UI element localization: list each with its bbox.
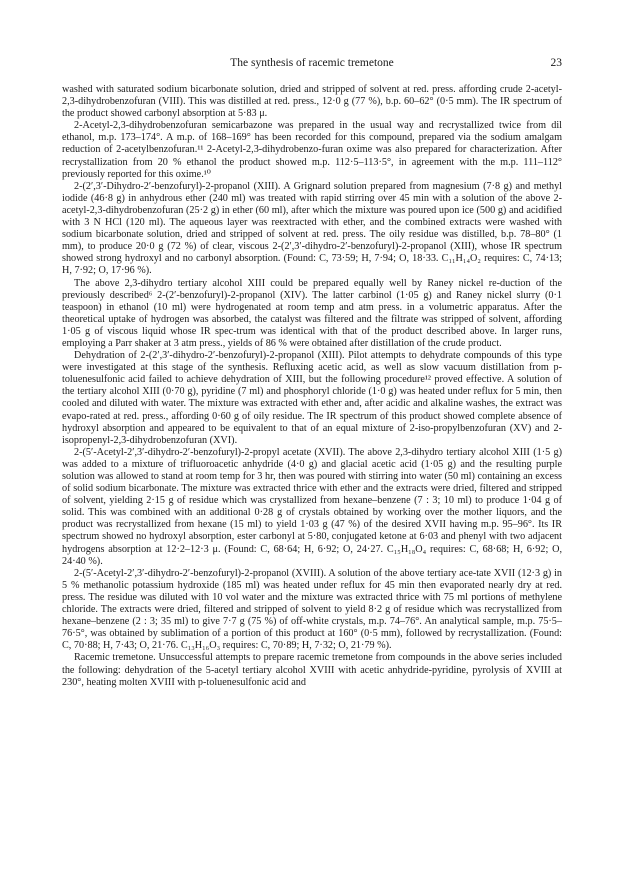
- paragraph: Dehydration of 2-(2′,3′-dihydro-2′-benzofuryl)-2-propanol (XIII). Pilot attempts to dehydrate compounds of this type were investigated at this stage of the synthesis. Refluxing acetic acid, as well as slow vacuum distillation from p-toluenesulfonic acid failed to achieve dehydration of XIII, but the following procedure¹² proved effective. A solution of the tertiary alcohol XIII (0·70 g), pyridine (7 ml) and phosphoryl chloride (1·0 g) was heated under reflux for 5 min, then cooled and diluted with water. The mixture was extracted with ether and, after acidic and alkaline washes, the extract was evapo-rated at red. press., affording 0·60 g of oily residue. The IR spectrum of this product showed complete absence of hydroxyl absorption and appeared to be equivalent to that of an equal mixture of 2-iso-propylbenzofuran (XV) and 2-isopropenyl-2,3-dihydrobenzofuran (XVI).: [62, 350, 562, 446]
- paragraph: 2-Acetyl-2,3-dihydrobenzofuran semicarbazone was prepared in the usual way and recrystallized twice from dil ethanol, m.p. 173–174°. A m.p. of 168–169° has been recorded for this compound, prepared via the sodium amalgam reduction of 2-acetylbenzofuran.¹¹ 2-Acetyl-2,3-dihydrobenzo-furan oxime was also prepared for characterization. After recrystallization from 20 % ethanol the product showed m.p. 112·5–113·5°, in agreement with the m.p. 111–112° previously reported for this oxime.¹⁰: [62, 120, 562, 180]
- paragraph: washed with saturated sodium bicarbonate solution, dried and stripped of solvent at red. press. affording crude 2-acetyl-2,3-dihydrobenzofuran (VIII). This was distilled at red. press., 12·0 g (77 %), b.p. 60–62° (0·5 mm). The IR spectrum of the product showed carbonyl absorption at 5·83 μ.: [62, 84, 562, 120]
- page-number: 23: [550, 57, 562, 69]
- paragraph: 2-(5′-Acetyl-2′,3′-dihydro-2′-benzofuryl)-2-propanol (XVIII). A solution of the above tertiary ace-tate XVII (12·3 g) in 5 % methanolic potassium hydroxide (185 ml) was heated under reflux for 45 min then evaporated nearly dry at red. press. The residue was diluted with 10 vol water and the mixture was extracted thrice with 75 ml portions of methylene chloride. The extracts were dried, filtered and stripped of solvent to yield 8·2 g of residue which was recrystallized from hexane–benzene (2 : 3; 35 ml) to give 7·7 g (75 %) of off-white crystals, m.p. 74–76°. An analytical sample, m.p. 75·5–76·5°, was obtained by sublimation of a portion of this product at 160° (0·5 mm), followed by recrystallization. (Found: C, 70·88; H, 7·43; O, 21·76. C₁₃H₁₆O₃ requires: C, 70·89; H, 7·32; O, 21·79 %).: [62, 567, 562, 652]
- paragraph: 2-(2′,3′-Dihydro-2′-benzofuryl)-2-propanol (XIII). A Grignard solution prepared from magnesium (7·8 g) and methyl iodide (46·8 g) in anhydrous ether (240 ml) was treated with rapid stirring over 45 min with a solution of the above 2-acetyl-2,3-dihydrobenzofuran (25·2 g) in ether (60 ml), after which the mixture was poured upon ice (500 g) and acidified with 3 N HCl (120 ml). The aqueous layer was reextracted with ether, and the combined extracts were washed with sodium bicarbonate solution, dried and stripped of solvent at red. press. The oily residue was distilled, b.p. 78–80° (1 mm), to produce 20·0 g (72 %) of clear, viscous 2-(2′,3′-dihydro-2′-benzofuryl)-2-propanol (XIII), whose IR spectrum showed strong hydroxyl and no carbonyl absorption. (Found: C, 73·59; H, 7·94; O, 18·33. C₁₁H₁₄O₂ requires: C, 74·13; H, 7·92; O, 17·96 %).: [62, 180, 562, 277]
- body-text: [62, 84, 562, 689]
- paragraph: The above 2,3-dihydro tertiary alcohol XIII could be prepared equally well by Raney nickel re-duction of the previously described⁶ 2-(2′-benzofuryl)-2-propanol (XIV). The latter carbinol (1·05 g) and Raney nickel slurry (0·1 teaspoon) in ethanol (10 ml) were hydrogenated at room temp and atm press. in a volumetric apparatus. After the theoretical uptake of hydrogen was absorbed, the catalyst was filtered and the filtrate was stripped of solvent, affording 1·05 g of viscous liquid whose IR spec-trum was identical with that of the product described above. In larger runs, employing a Parr shaker at 3 atm press., yields of 86 % were obtained after distillation of the crude product.: [62, 277, 562, 349]
- paragraph: Racemic tremetone. Unsuccessful attempts to prepare racemic tremetone from compounds in the above series included the following: dehydration of the 5-acetyl tertiary alcohol XVIII with acetic anhydride-pyridine, pyrolysis of XVIII at 230°, heating molten XVIII with p-toluenesulfonic acid and: [62, 652, 562, 688]
- running-title: The synthesis of racemic tremetone: [230, 57, 394, 69]
- paragraph: 2-(5′-Acetyl-2′,3′-dihydro-2′-benzofuryl)-2-propyl acetate (XVII). The above 2,3-dihydro tertiary alcohol XIII (1·5 g) was added to a mixture of trifluoroacetic anhydride (4·0 g) and glacial acetic acid (1·05 g) and the resulting purple solution was allowed to stand at room temp for 3 hr, then was poured with stirring into water (50 ml) containing an excess of solid sodium bicarbonate. The mixture was extracted thrice with ether and the extracts were dried, filtered and stripped of solvent, yielding 2·15 g of residue which was crystallized from hexane–benzene (7 : 3; 10 ml) to produce 1·04 g of solid. This was combined with an additional 0·28 g of crystals obtained by working over the mother liquors, and the product was recrystallized from hexane (15 ml) to yield 1·03 g (47 %) of the desired XVII having m.p. 95–96°. Its IR spectrum showed no hydroxyl absorption, ester carbonyl at 5·80, conjugated ketone at 6·03 and phenyl with two adjacent hydrogens absorption at 12·2–12·3 μ. (Found: C, 68·64; H, 6·92; O, 24·27. C₁₅H₁₈O₄ requires: C, 68·68; H, 6·92; O, 24·40 %).: [62, 446, 562, 567]
